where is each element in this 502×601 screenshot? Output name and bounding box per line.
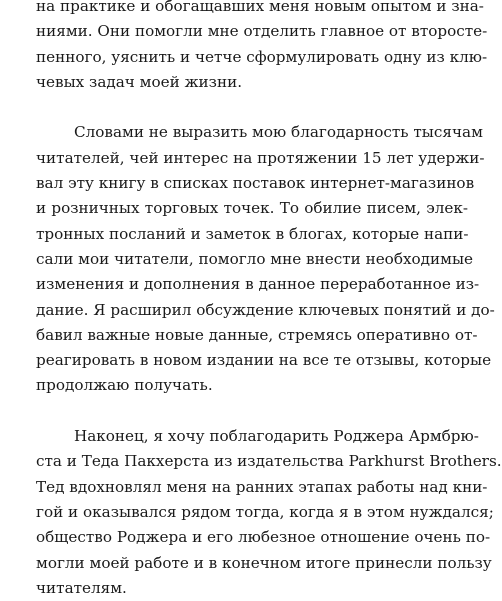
text-line: дание. Я расширил обсуждение ключевых понятий и до- <box>36 300 495 319</box>
text-line: общество Роджера и его любезное отношение очень по- <box>36 528 491 547</box>
text-line: гой и оказывался рядом тогда, когда я в этом нуждался; <box>36 502 494 521</box>
paragraph-1 <box>36 0 488 95</box>
text-line: могли моей работе и в конечном итоге принесли пользу <box>36 553 492 572</box>
text-line: ниями. Они помогли мне отделить главное от второсте- <box>36 22 488 41</box>
text-body <box>36 0 502 601</box>
text-line: читателям. <box>36 578 127 597</box>
paragraph-3 <box>36 424 502 601</box>
text-line: реагировать в новом издании на все те отзывы, которые <box>36 351 492 370</box>
text-line: пенного, уяснить и четче сформулировать одну из клю- <box>36 47 488 66</box>
text-line: изменения и дополнения в данное переработанное из- <box>36 275 480 294</box>
text-line: тронных посланий и заметок в блогах, которые напи- <box>36 224 469 243</box>
text-line: на практике и обогащавших меня новым опытом и зна- <box>36 0 484 15</box>
text-line: вал эту книгу в списках поставок интернет-магазинов <box>36 174 475 193</box>
text-line: бавил важные новые данные, стремясь оперативно от- <box>36 325 478 344</box>
text-line: и розничных торговых точек. То обилие писем, элек- <box>36 199 468 218</box>
paragraph-spacer <box>36 399 468 424</box>
text-line: продолжаю получать. <box>36 376 213 395</box>
text-line: Словами не выразить мою благодарность тысячам <box>74 123 483 142</box>
paragraph-2 <box>36 120 495 398</box>
text-line: чевых задач моей жизни. <box>36 72 243 91</box>
text-line: ста и Теда Пакхерста из издательства Parkhurst Brothers. <box>36 452 502 471</box>
text-line: читателей, чей интерес на протяжении 15 лет удержи- <box>36 148 485 167</box>
paragraph-spacer <box>36 95 468 120</box>
text-line: Тед вдохновлял меня на ранних этапах работы над кни- <box>36 477 488 496</box>
text-line: сали мои читатели, помогло мне внести необходимые <box>36 249 474 268</box>
text-line: Наконец, я хочу поблагодарить Роджера Армбрю- <box>74 427 479 446</box>
